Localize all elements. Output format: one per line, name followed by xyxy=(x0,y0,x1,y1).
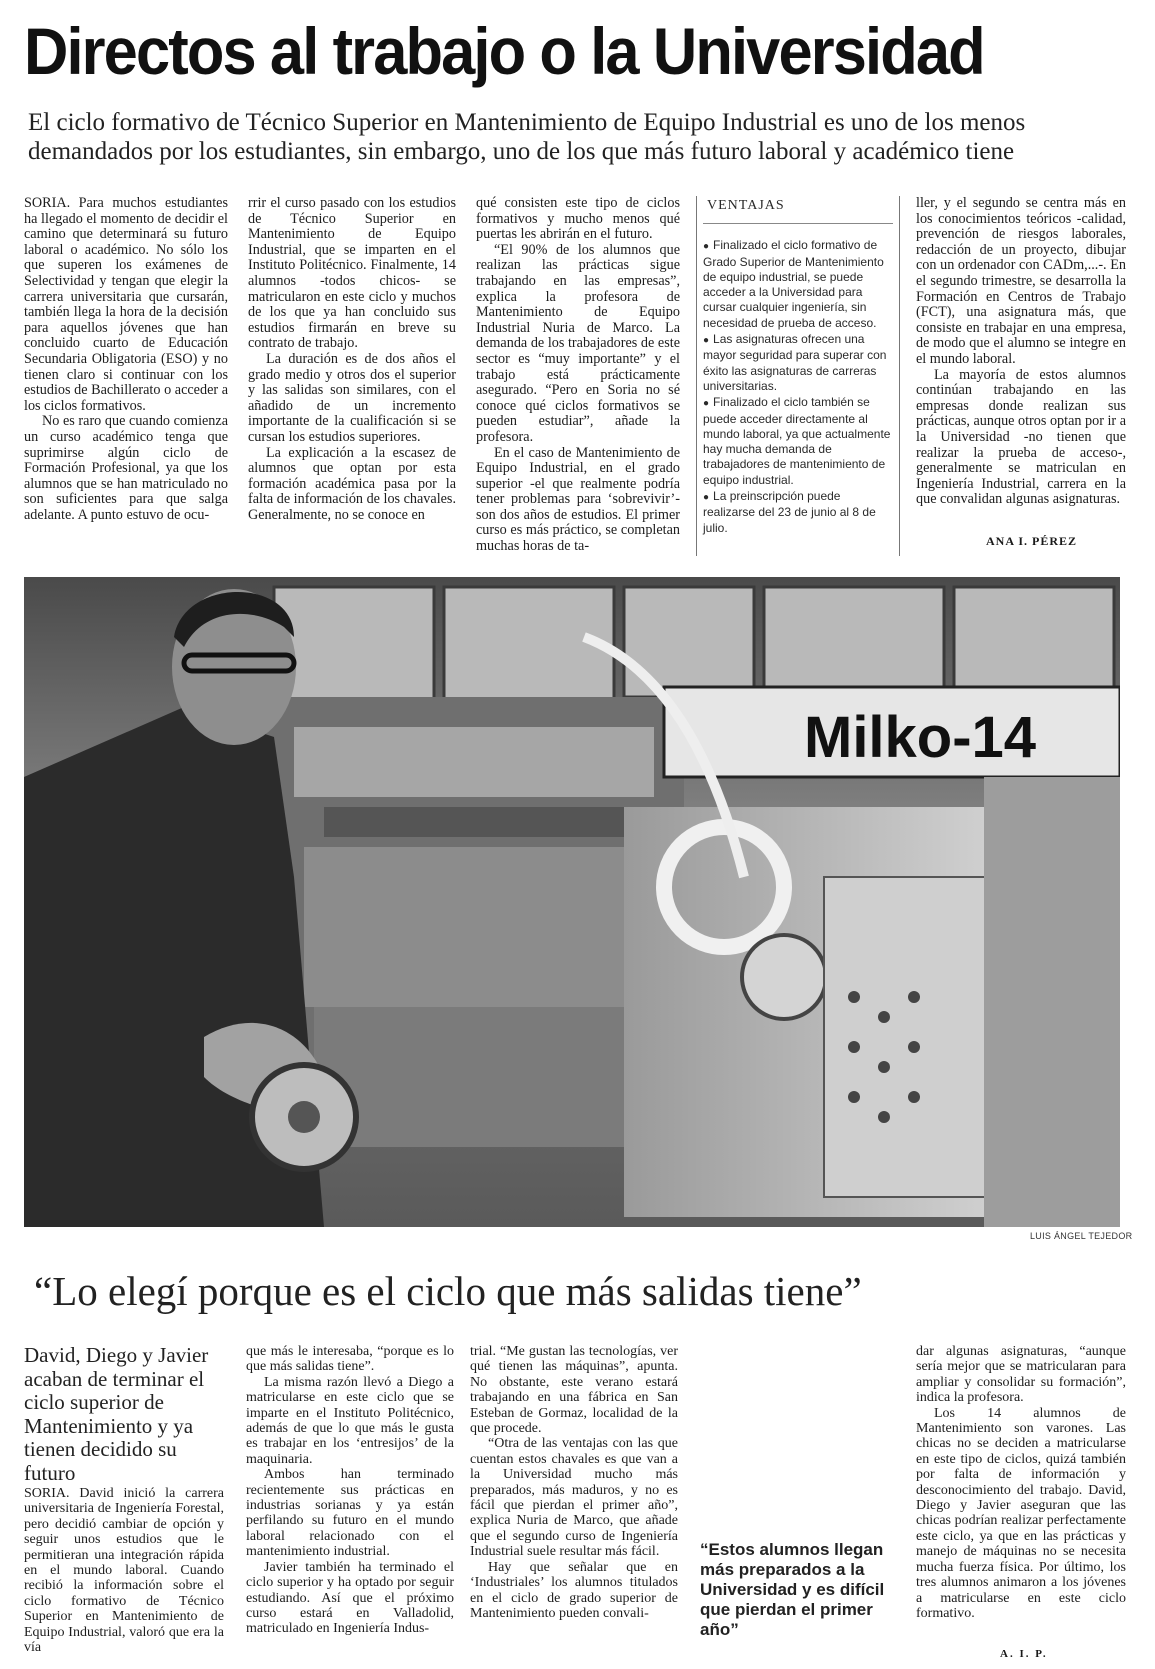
paragraph: SORIA. Para muchos estudiantes ha llegado el momento de decidir el camino que determinará su futuro laboral o académico. No sólo los que superen los exámenes de Selectividad y tengan que elegir la carrera universitaria que cursarán, también llega la hora de la decisión para aquellos jóvenes que han concluido cuarto de Educación Secundaria Obligatoria (ESO) y no tienen claro si continuar con los estudios de Bachillerato o acceder a los ciclos formativos. xyxy=(24,195,228,414)
machine-label: Milko-14 xyxy=(804,705,1037,770)
paragraph: “El 90% de los alumnos que realizan las prácticas sigue trabajando en las empresas”, explica la profesora de Mantenimiento de Equipo Industrial Nuria de Marco. La demanda de los trabajadores de este sector es “muy importante” y el trabajo está prácticamente asegurado. “Pero en Soria no sé conoce qué ciclos formativos se pueden estudiar”, añade la profesora. xyxy=(476,241,680,445)
article-column-3 xyxy=(476,196,680,555)
article-column-2 xyxy=(248,196,456,523)
paragraph: ller, y el segundo se centra más en los conocimientos teóricos -calidad, prevención de riesgos laborales, redacción de un proyecto, dibujar con un ordenador con CADm,...-. En el segundo trimestre, se desarrolla la Formación en Centros de Trabajo (FCT), una asignatura más, que consiste en trabajar en una empresa, de modo que el alumno se integre en el mundo laboral. xyxy=(916,195,1126,367)
ventajas-item: ● Finalizado el ciclo formativo de Grado Superior de Mantenimiento de equipo industrial, se puede acceder a la Universidad para cursar cualquier ingeniería, sin necesidad de prueba de acceso. xyxy=(703,238,893,331)
paragraph: rrir el curso pasado con los estudios de Técnico Superior en Mantenimiento de Equipo Industrial, que se imparten en el Instituto Politécnico. Finalmente, 14 alumnos -todos chicos- se matricularon en este ciclo y muchos de los que ya han concluido sus estudios firmarán en breve su contrato de trabajo. xyxy=(248,195,456,352)
paragraph: Hay que señalar que en ‘Industriales’ los alumnos titulados en el ciclo de grado superior de Mantenimiento pueden convali- xyxy=(470,1559,678,1621)
ventajas-item: ● Finalizado el ciclo también se puede acceder directamente al mundo laboral, ya que actualmente hay mucha demanda de trabajadores de mantenimiento de equipo industrial. xyxy=(703,395,893,488)
signature: A. I. P. xyxy=(1000,1648,1048,1660)
paragraph: que más le interesaba, “porque es lo que más salidas tiene”. xyxy=(246,1344,454,1375)
paragraph: La mayoría de estos alumnos continúan trabajando en las empresas donde realizan sus prácticas, aunque otros optan por ir a la Universidad -no tienen que realizar la prueba de acceso-, generalmente se matriculan en Ingeniería Industrial, carrera en la que convalidan algunas asignaturas. xyxy=(916,366,1126,508)
article-2-column-2 xyxy=(246,1344,454,1637)
article-2-column-1 xyxy=(24,1486,224,1655)
photo-credit: LUIS ÁNGEL TEJEDOR xyxy=(1030,1231,1133,1241)
paragraph: La misma razón llevó a Diego a matricularse en este ciclo que se imparte en el Instituto Politécnico, además de que lo que más le gusta es trabajar en los ‘entresijos’ de la maquinaria. xyxy=(246,1374,454,1467)
paragraph: En el caso de Mantenimiento de Equipo Industrial, en el grado superior -el que realmente podría tener problemas para ‘sobrevivir’- son dos años de estudios. El primer curso es más práctico, se completan muchas horas de ta- xyxy=(476,444,680,555)
paragraph: SORIA. David inició la carrera universitaria de Ingeniería Forestal, pero decidió cambiar de opción y seguir unos estudios que le permitieran una integración rápida en el mundo laboral. Cuando recibió la información sobre el ciclo formativo de Técnico Superior en Mantenimiento de Equipo Industrial, valoró que era la vía xyxy=(24,1486,224,1656)
photo-workshop-machine xyxy=(24,577,1120,1227)
ventajas-sidebar xyxy=(696,196,900,556)
article-2-column-5 xyxy=(916,1344,1126,1621)
paragraph: Ambos han terminado recientemente sus prácticas en industrias sorianas y ya están perfilando su futuro en el mundo laboral relacionado con el mantenimiento industrial. xyxy=(246,1467,454,1560)
byline: ANA I. PÉREZ xyxy=(986,534,1078,548)
ventajas-item: ● Las asignaturas ofrecen una mayor seguridad para superar con éxito las asignaturas de carreras universitarias. xyxy=(703,332,893,394)
article-2-lead: David, Diego y Javier acaban de terminar el ciclo superior de Mantenimiento y ya tienen decidido su futuro xyxy=(24,1343,209,1485)
article-column-5 xyxy=(916,196,1126,508)
headline-2: “Lo elegí porque es el ciclo que más salidas tiene” xyxy=(34,1268,862,1314)
paragraph: dar algunas asignaturas, “aunque sería mejor que se matricularan para ampliar y consolidar su formación”, indica la profesora. xyxy=(916,1344,1126,1406)
paragraph: Los 14 alumnos de Mantenimiento son varones. Las chicas no se deciden a matricularse en este tipo de ciclos, quizá también por falta de información y desconocimiento del trabajo. David, Diego y Javier aseguran que las chicas podrían realizar perfectamente este ciclo, ya que en las prácticas y manejo de máquinas no se necesita mucha fuerza física. Por último, los tres alumnos animaron a los jóvenes a matricularse en este ciclo formativo. xyxy=(916,1405,1126,1621)
paragraph: Javier también ha terminado el ciclo superior y ha optado por seguir estudiando. Así que el próximo curso estará en Valladolid, matriculado en Ingeniería Indus- xyxy=(246,1559,454,1637)
article-column-1 xyxy=(24,196,228,523)
paragraph: trial. “Me gustan las tecnologías, ver qué tienen las máquinas”, apunta. No obstante, este verano estará trabajando en una fábrica en San Esteban de Gormaz, localidad de la que procede. xyxy=(470,1344,678,1437)
pull-quote: “Estos alumnos llegan más preparados a la Universidad y es difícil que pierdan el primer año” xyxy=(700,1540,885,1639)
ventajas-title: VENTAJAS xyxy=(703,196,893,224)
article-2-column-3 xyxy=(470,1344,678,1621)
paragraph: “Otra de las ventajas con las que cuentan estos chavales es que van a la Universidad mucho más preparados, más maduros, y no es fácil que pierdan el primer año”, explica Nuria de Marco, que añade que el segundo curso de Ingeniería Industrial suele resultar más fácil. xyxy=(470,1436,678,1560)
headline: Directos al trabajo o la Universidad xyxy=(24,14,984,88)
ventajas-item: ● La preinscripción puede realizarse del 23 de junio al 8 de julio. xyxy=(703,489,893,536)
paragraph: La duración es de dos años el grado medio y otros dos el superior y las salidas son similares, con el añadido de un incremento importante de la cualificación si se cursan los estudios superiores. xyxy=(248,350,456,445)
paragraph: La explicación a la escasez de alumnos que optan por esta formación académica pasa por la falta de información de los chavales. Generalmente, no se conoce en xyxy=(248,444,456,523)
paragraph: qué consisten este tipo de ciclos formativos y mucho menos qué puertas les abrirán en el futuro. xyxy=(476,195,680,243)
paragraph: No es raro que cuando comienza un curso académico tenga que suprimirse algún ciclo de Formación Profesional, ya que los alumnos que se han matriculado no son suficientes para que salga adelante. A punto estuvo de ocu- xyxy=(24,413,228,523)
subheadline: El ciclo formativo de Técnico Superior en Mantenimiento de Equipo Industrial es uno de los menos demandados por los estudiantes, sin embargo, uno de los que más futuro laboral y académico tiene xyxy=(28,109,1026,165)
